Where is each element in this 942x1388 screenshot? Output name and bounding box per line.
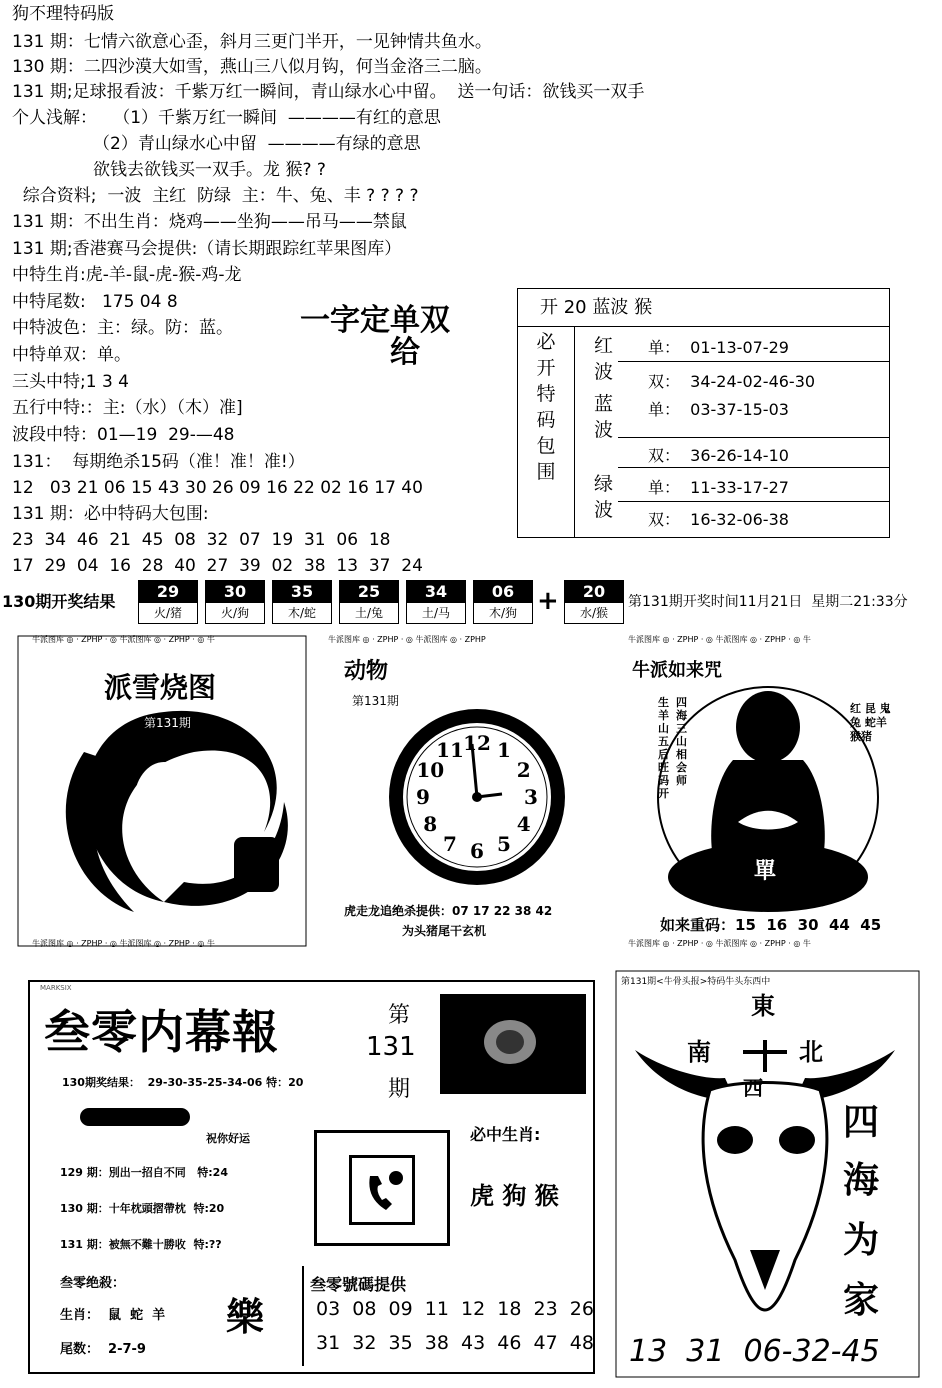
text-line: 个人浅解： （1）千紫万红一瞬间 ————有红的意思 <box>12 108 441 128</box>
text-line: 17 29 04 16 28 40 27 39 02 38 13 37 24 <box>12 556 423 576</box>
page-title: 狗不理特码版 <box>12 4 114 24</box>
result-ball <box>339 580 399 624</box>
panel-swirl <box>14 632 310 950</box>
table-row: 单： 03-37-15-03 <box>648 400 789 419</box>
kill-stamp: 樂 <box>226 1295 265 1339</box>
ball-number: 30 <box>206 581 264 603</box>
phone-photo-icon <box>440 994 586 1094</box>
panel-title: 牛派如来咒 <box>632 660 722 681</box>
divider <box>618 437 889 438</box>
panel-title: 派雪烧图 <box>104 666 216 706</box>
divider <box>618 501 889 502</box>
clock-number: 6 <box>470 839 484 863</box>
result-ball <box>205 580 265 624</box>
ball-number: 35 <box>273 581 331 603</box>
text-line: 中特单双：单。 <box>12 345 131 365</box>
slogan-char: 家 <box>843 1280 880 1321</box>
panel-buddha <box>618 632 926 950</box>
text-line: 131 期：不出生肖：烧鸡——坐狗——吊马——禁鼠 <box>12 212 407 232</box>
panel-caption: 为头猪尾干玄机 <box>402 924 487 938</box>
clock-number: 11 <box>436 738 464 763</box>
tips-title: 祝你好运 <box>206 1132 250 1145</box>
issue-prefix: 第 <box>388 1003 411 1028</box>
codes-divider <box>302 1266 304 1366</box>
history-row: 130 期：十年枕頭摺帶枕 特:20 <box>60 1202 225 1215</box>
table-row: 双： 34-24-02-46-30 <box>648 372 816 391</box>
slogan-char: 为 <box>843 1220 880 1261</box>
panel-ticker: 牛派图库 ◎ · ZPHP · ◎ 牛派图库 ◎ · ZPHP · ◎ 牛 <box>32 939 215 948</box>
text-line: 131： 每期绝杀15码（准！准！准!） <box>12 452 305 472</box>
result-ball <box>272 580 332 624</box>
clock-number: 9 <box>416 785 430 809</box>
text-line: 欲钱去欲钱买一双手。龙 猴? ? <box>12 160 326 180</box>
ball-zodiac: 火/狗 <box>220 606 250 620</box>
text-line: 波段中特：01—19 29-—48 <box>12 425 235 445</box>
skull-header: 第131期<牛骨头报>特码牛头东西中 <box>621 977 771 987</box>
magazine-title: 叁零内幕報 <box>44 1005 279 1059</box>
kill-title: 叁零绝殺： <box>60 1276 126 1291</box>
direction-south: 南 <box>687 1038 711 1066</box>
panel-issue: 第131期 <box>352 694 399 708</box>
magazine-image <box>440 994 586 1094</box>
table-row: 双： 36-26-14-10 <box>648 446 789 465</box>
history-row: 131 期：被無不難十勝收 特:?? <box>60 1238 222 1251</box>
skull-panel <box>615 970 920 1378</box>
phone-icon <box>349 1155 415 1225</box>
results-label: 130期开奖结果 <box>2 592 116 611</box>
next-draw-time: 第131期开奖时间11月21日 星期二21:33分 <box>628 594 908 610</box>
tips-box <box>38 1102 298 1252</box>
stamp-text <box>300 305 450 369</box>
slogan-char: 海 <box>843 1160 880 1201</box>
ball-number: 25 <box>340 581 398 603</box>
must-zodiacs: 虎 狗 猴 <box>470 1182 559 1210</box>
ball-zodiac: 木/狗 <box>488 606 518 620</box>
panel-caption: 虎走龙追绝杀提供：07 17 22 38 42 <box>344 904 553 918</box>
ball-number: 29 <box>139 581 197 603</box>
result-ball <box>473 580 533 624</box>
clock-number: 12 <box>463 731 491 755</box>
divider <box>618 467 889 468</box>
prev-result: 130期奖结果： 29-30-35-25-34-06 特：20 <box>62 1076 304 1089</box>
ball-number: 20 <box>565 581 623 603</box>
panel-ticker: 牛派图库 ◎ · ZPHP · ◎ 牛派图库 ◎ · ZPHP · ◎ 牛 <box>32 635 215 644</box>
watermark: MARKSIX <box>40 984 72 992</box>
codes-title: 叁零號碼提供 <box>310 1275 407 1294</box>
panel-title: 动物 <box>344 659 389 684</box>
ball-zodiac: 火/猪 <box>153 606 183 620</box>
direction-east: 東 <box>751 992 775 1020</box>
issue-number: 131 <box>366 1032 416 1062</box>
ball-number: 34 <box>407 581 465 603</box>
clock-number: 5 <box>497 831 511 856</box>
must-label: 必中生肖: <box>470 1125 541 1144</box>
clock-number: 4 <box>516 812 531 836</box>
panel-ticker: 牛派图库 ◎ · ZPHP · ◎ 牛派图库 ◎ · ZPHP <box>328 635 486 644</box>
special-code-table <box>517 288 890 538</box>
stamp-line: 一字定单双 <box>300 303 450 338</box>
clock-number: 1 <box>497 738 511 763</box>
buddha-left-text: 四海三山相会师 <box>676 696 687 787</box>
buddha-left-text: 生羊山五后旺码开 <box>658 696 669 800</box>
table-side-column <box>518 327 575 537</box>
text-line: 中特生肖:虎-羊-鼠-虎-猴-鸡-龙 <box>12 265 242 285</box>
text-line: 五行中特:：主:（水）（木）准] <box>12 398 243 418</box>
table-header: 开 20 蓝波 猴 <box>518 289 889 327</box>
kill-tail: 尾数： 2-7-9 <box>60 1342 146 1357</box>
table-row: 单： 11-33-17-27 <box>648 478 789 497</box>
divider <box>618 361 889 362</box>
panel-ticker: 牛派图库 ◎ · ZPHP · ◎ 牛派图库 ◎ · ZPHP · ◎ 牛 <box>628 635 811 644</box>
issue-suffix: 期 <box>388 1077 411 1102</box>
text-line: 131 期：必中特码大包围: <box>12 504 209 524</box>
result-ball <box>406 580 466 624</box>
table-side-label: 必开特码包围 <box>536 331 556 483</box>
ball-zodiac: 水/猴 <box>579 606 609 620</box>
stamp-line: 给 <box>390 335 420 370</box>
ball-zodiac: 土/马 <box>421 606 451 620</box>
color-label: 绿波 <box>594 473 614 521</box>
kill-zodiac: 生肖： 鼠 蛇 羊 <box>60 1308 166 1323</box>
codes-row: 31 32 35 38 43 46 47 48 <box>316 1332 594 1354</box>
clock-number: 8 <box>423 812 438 836</box>
tips-banner <box>80 1108 190 1126</box>
clock-number: 10 <box>416 758 445 782</box>
text-line: （2）青山绿水心中留 ————有绿的意思 <box>12 134 421 154</box>
direction-north: 北 <box>799 1038 823 1066</box>
panel-badge: 單 <box>754 859 777 884</box>
text-line: 12 03 21 06 15 43 30 26 09 16 22 02 16 17 40 <box>12 478 423 498</box>
ball-number: 06 <box>474 581 532 603</box>
panel-clock <box>322 632 608 950</box>
text-line: 三头中特;1 3 4 <box>12 372 129 392</box>
ball-zodiac: 木/蛇 <box>287 606 317 620</box>
text-line: 23 34 46 21 45 08 32 07 19 31 06 18 <box>12 530 391 550</box>
slogan-char: 四 <box>843 1102 880 1143</box>
text-line: 130 期：二四沙漠大如雪，燕山三八似月钩，何当金洛三二脑。 <box>12 57 492 77</box>
table-row: 单： 01-13-07-29 <box>648 338 789 357</box>
plus-sign: + <box>537 586 559 616</box>
codes-row: 03 08 09 11 12 18 23 26 <box>316 1298 594 1320</box>
text-line: 综合资料; 一波 主红 防绿 主：牛、兔、丰 ? ? ? ? <box>12 186 419 206</box>
direction-west: 西 <box>743 1076 763 1100</box>
result-ball <box>138 580 198 624</box>
clock-number: 7 <box>443 831 457 856</box>
color-label: 蓝波 <box>594 393 614 441</box>
text-line: 中特尾数: 175 04 8 <box>12 292 178 312</box>
history-row: 129 期：別出一招自不同 特:24 <box>60 1166 228 1179</box>
color-label: 红波 <box>594 335 614 383</box>
buddha-right-text: 红 昆 鬼兔 蛇羊 猴猪 <box>850 702 891 743</box>
clock-number: 2 <box>516 758 531 782</box>
table-row: 双： 16-32-06-38 <box>648 510 789 529</box>
panel-caption: 如来重码：15 16 30 44 45 <box>660 916 882 934</box>
phone-box <box>314 1130 450 1246</box>
text-line: 131 期：七情六欲意心歪，斜月三更门半开，一见钟情共鱼水。 <box>12 32 492 52</box>
text-line: 131 期;足球报看波：千紫万红一瞬间，青山绿水心中留。 送一句话：欲钱买一双手 <box>12 82 645 102</box>
text-line: 中特波色：主：绿。防：蓝。 <box>12 318 233 338</box>
text-line: 131 期;香港赛马会提供:（请长期跟踪红苹果图库） <box>12 239 402 259</box>
skull-numbers: 13 31 06-32-45 <box>629 1334 880 1369</box>
panel-ticker: 牛派图库 ◎ · ZPHP · ◎ 牛派图库 ◎ · ZPHP · ◎ 牛 <box>628 939 811 948</box>
panel-issue: 第131期 <box>144 716 191 730</box>
ball-zodiac: 土/兔 <box>354 606 384 620</box>
clock-number: 3 <box>524 785 538 809</box>
magazine-panel <box>28 980 595 1374</box>
special-ball <box>564 580 624 624</box>
